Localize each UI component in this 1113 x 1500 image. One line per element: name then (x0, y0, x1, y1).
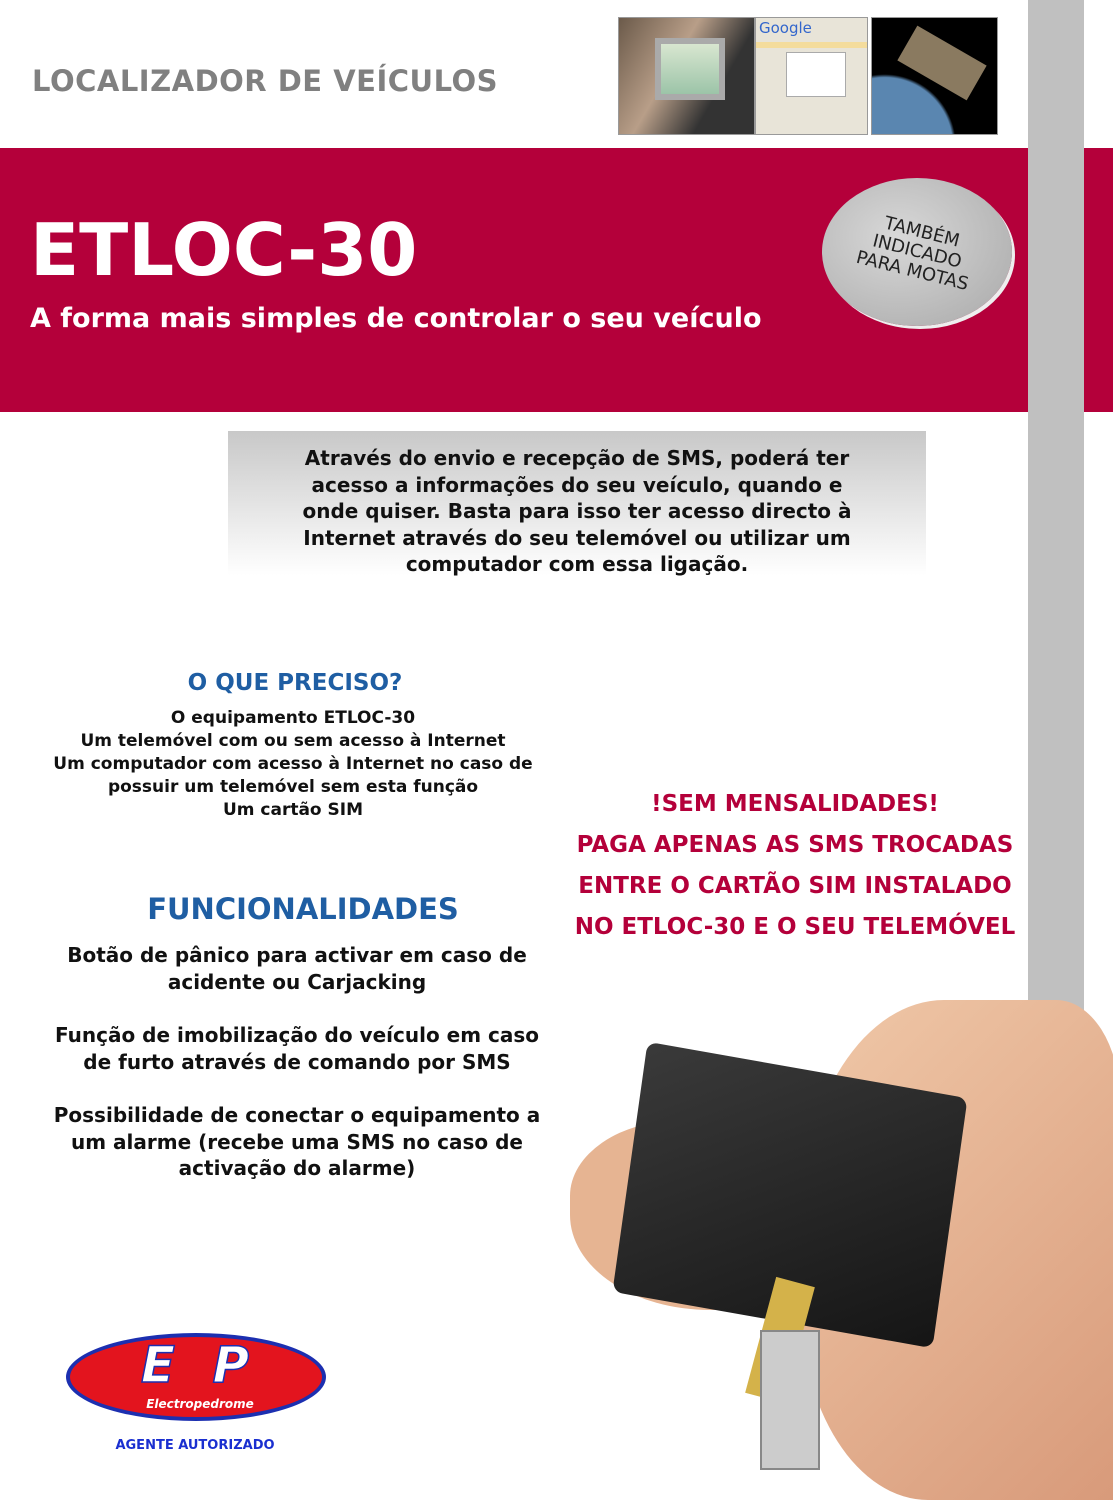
logo-letters: E P (140, 1336, 260, 1394)
list-item: O equipamento ETLOC-30 (170, 708, 416, 728)
hand-device-photo (560, 1000, 1113, 1500)
features-list (52, 942, 542, 1182)
motorbike-badge (822, 178, 1012, 326)
google-logo: Google (759, 19, 812, 37)
electropedrome-logo (66, 1333, 326, 1421)
map-photo (755, 17, 868, 135)
product-subtitle: A forma mais simples de controlar o seu veículo (30, 303, 762, 334)
satellite-photo (871, 17, 998, 135)
list-item: Um telemóvel com ou sem acesso à Internet (80, 731, 506, 751)
list-item: Botão de pânico para activar em caso de acidente ou Carjacking (67, 943, 527, 994)
header-band-edge (1084, 148, 1113, 412)
list-item: Função de imobilização do veículo em caso de furto através de comando por SMS (54, 1023, 540, 1074)
requirements-list (50, 707, 536, 822)
phone-screen (655, 38, 725, 100)
sim-card (760, 1330, 820, 1470)
map-info-popup (786, 52, 846, 97)
product-title: ETLOC-30 (30, 208, 418, 292)
promo-line: NO ETLOC-30 E O SEU TELEMÓVEL (574, 914, 1016, 940)
logo-name: Electropedrome (146, 1397, 254, 1411)
intro-text: Através do envio e recepção de SMS, poderá ter acesso a informações do seu veículo, quando e onde quiser. Basta para isso ter acesso directo à Internet através do seu telemóvel ou utilizar um computador com essa ligação. (228, 431, 926, 601)
features-heading: FUNCIONALIDADES (147, 892, 459, 926)
kicker: LOCALIZADOR DE VEÍCULOS (32, 64, 499, 98)
promo-line: ENTRE O CARTÃO SIM INSTALADO (578, 873, 1012, 899)
promo-text (560, 784, 1030, 948)
map-bar (756, 42, 868, 48)
phone-photo (618, 17, 755, 135)
satellite-icon (897, 26, 986, 101)
list-item: Possibilidade de conectar o equipamento a um alarme (recebe uma SMS no caso de activação do alarme) (53, 1103, 541, 1180)
authorized-agent: AGENTE AUTORIZADO (115, 1438, 275, 1453)
list-item: Um computador com acesso à Internet no caso de possuir um telemóvel sem esta função (53, 754, 533, 797)
badge-text: TAMBÉM INDICADO PARA MOTAS (854, 212, 971, 296)
requirements-heading: O QUE PRECISO? (187, 670, 403, 696)
promo-line: !SEM MENSALIDADES! (651, 791, 939, 817)
promo-line: PAGA APENAS AS SMS TROCADAS (576, 832, 1014, 858)
list-item: Um cartão SIM (222, 800, 364, 820)
